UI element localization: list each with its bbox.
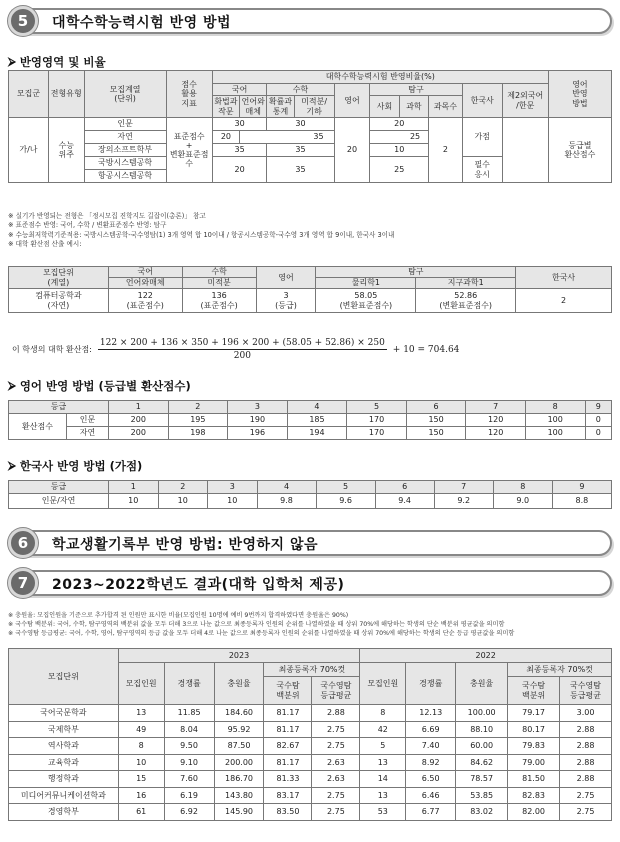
- table-cell: 2.75: [560, 787, 612, 804]
- table-cell: 60.00: [456, 738, 508, 755]
- table-cell: 7.60: [164, 771, 214, 788]
- table-cell: 2.75: [312, 721, 360, 738]
- table-cell: 2.75: [312, 738, 360, 755]
- table-cell: 79.17: [508, 705, 560, 722]
- table-cell: 16: [118, 787, 164, 804]
- table-cell: 9.6: [316, 494, 375, 509]
- table-cell: 11.85: [164, 705, 214, 722]
- table-cell: 82.00: [508, 804, 560, 821]
- subheading-english: [8, 378, 191, 394]
- notes-block-2: [8, 611, 514, 638]
- row-name: 자연: [67, 427, 109, 440]
- section-7-header: [8, 568, 612, 598]
- table-cell: 194: [287, 427, 347, 440]
- header-korean-sub1: 화법과 작문: [212, 96, 239, 118]
- table-cell: 10: [158, 494, 208, 509]
- table-cell: 53: [360, 804, 406, 821]
- table-cell: 100: [525, 427, 585, 440]
- table-cell: 6.92: [164, 804, 214, 821]
- table-cell: 53.85: [456, 787, 508, 804]
- row-name: 인문/자연: [9, 494, 109, 509]
- header-english: 영어: [256, 267, 316, 289]
- formula-label: 이 학생의 대학 환산점:: [12, 345, 92, 354]
- table-cell: 10: [118, 754, 164, 771]
- table-cell: 198: [168, 427, 228, 440]
- cell-english: 3 (등급): [256, 289, 316, 313]
- table-cell: 2.63: [312, 771, 360, 788]
- table-cell: 10: [208, 494, 258, 509]
- formula-numerator: 122 × 200 + 136 × 350 + 196 × 200 + (58.05 + 52.86) × 250: [99, 338, 385, 348]
- table-cell: 13: [360, 787, 406, 804]
- cell-math: 35: [240, 131, 335, 144]
- table-row: [9, 804, 612, 821]
- cell-inquiry-1: 58.05 (변환표준점수): [316, 289, 416, 313]
- header-grade-num: 1: [109, 481, 159, 494]
- table-cell: 195: [168, 414, 228, 427]
- formula-result: + 10 = 704.64: [392, 344, 460, 355]
- cell-inquiry: 25: [370, 131, 429, 144]
- header-english: 영어: [334, 84, 370, 118]
- arrow-bullet-icon: ⮚: [8, 379, 16, 392]
- table-cell: 8: [118, 738, 164, 755]
- header-grade-num: 1: [109, 401, 169, 414]
- table-cell: 100.00: [456, 705, 508, 722]
- cell-eng-method: 등급별 환산점수: [548, 118, 611, 183]
- table-cell: 9.8: [257, 494, 316, 509]
- header-second-lang: 제2외국어 /한문: [502, 84, 548, 118]
- table-cell: 81.17: [264, 754, 312, 771]
- section-title: 학교생활기록부 반영 방법: 반영하지 않음: [52, 537, 319, 553]
- header-fill-rate: 충원율: [214, 663, 264, 705]
- cell-unit: 교육학과: [9, 754, 119, 771]
- table-cell: 2.63: [312, 754, 360, 771]
- header-competition: 경쟁률: [164, 663, 214, 705]
- table-cell: 6.19: [164, 787, 214, 804]
- table-cell: 0: [585, 414, 612, 427]
- note-line: ※ 국수탐 백분위: 국어, 수학, 탐구영역의 백분위 값을 모두 더해 3으로 나눈 값으로 최종등록자 인원의 순위를 나열하였을 때 상위 70%에 해당하는 학생의 단순 백분위 평균값을 의미함: [8, 621, 505, 628]
- table-cell: 6.50: [406, 771, 456, 788]
- table-row: [9, 721, 612, 738]
- table-cell: 200: [109, 427, 169, 440]
- table-cell: 12.13: [406, 705, 456, 722]
- cell-unit: 역사학과: [9, 738, 119, 755]
- notes-block-1: [8, 212, 394, 250]
- table-cell: 2.88: [560, 771, 612, 788]
- table-cell: 13: [118, 705, 164, 722]
- note-line: ※ 수능최저학력기준적용: 국방시스템공학-국수영탐(1) 3개 영역 합 10이내 / 항공시스템공학-국수영 3개 영역 합 9이내, 한국사 3이내: [8, 230, 395, 239]
- arrow-bullet-icon: ⮚: [8, 459, 16, 472]
- header-grade-num: 8: [493, 481, 552, 494]
- header-grade-average: 국수영탐 등급평균: [560, 677, 612, 705]
- table-cell: 200: [109, 414, 169, 427]
- subheading-text: 영어 반영 방법 (등급별 환산점수): [19, 379, 191, 393]
- table-cell: 79.83: [508, 738, 560, 755]
- table-cell: 49: [118, 721, 164, 738]
- header-korean: 국어: [212, 84, 267, 96]
- table-row: [9, 705, 612, 722]
- header-grade-num: 7: [434, 481, 493, 494]
- header-grade-num: 6: [375, 481, 434, 494]
- table-cell: 2.75: [312, 804, 360, 821]
- header-ratio: 대학수학능력시험 반영비율(%): [212, 71, 548, 84]
- table-cell: 13: [360, 754, 406, 771]
- cell-history-b: 필수 응시: [462, 157, 502, 183]
- table-cell: 190: [228, 414, 288, 427]
- table-cell: 84.62: [456, 754, 508, 771]
- header-grade-num: 5: [347, 401, 407, 414]
- score-formula: [12, 338, 459, 361]
- table-cell: 2.75: [312, 787, 360, 804]
- subheading-area-ratio: [8, 54, 106, 70]
- table-cell: 14: [360, 771, 406, 788]
- table-cell: 120: [466, 414, 526, 427]
- header-unit: 모집단위: [9, 649, 119, 705]
- table-cell: 10: [109, 494, 159, 509]
- header-grade: 등급: [9, 401, 109, 414]
- history-grade-table: [8, 480, 612, 509]
- table-cell: 0: [585, 427, 612, 440]
- table-row: [9, 787, 612, 804]
- table-cell: 184.60: [214, 705, 264, 722]
- table-cell: 78.57: [456, 771, 508, 788]
- cell-korean: 30: [212, 118, 267, 131]
- table-row: [9, 738, 612, 755]
- cell-history-a: 가점: [462, 118, 502, 157]
- header-recruit: 모집인원: [118, 663, 164, 705]
- header-final-70: 최종등록자 70%컷: [264, 663, 360, 677]
- subheader-inquiry-2: 지구과학1: [416, 278, 516, 289]
- header-grade-num: 3: [208, 481, 258, 494]
- note-line: ※ 국수영탐 등급평균: 국어, 수학, 영어, 탐구영역의 등급 값을 모두 더해 4로 나눈 값으로 최종등록자 인원의 순위를 나열하였을 때 상위 70%에 해당하는 학생의 단순 등급 평균값을 의미함: [8, 630, 515, 637]
- cell-inquiry: 25: [370, 157, 429, 183]
- table-cell: 8.8: [552, 494, 611, 509]
- section-6-header: [8, 528, 612, 558]
- header-math-sub1: 확률과 통계: [267, 96, 294, 118]
- table-cell: 83.02: [456, 804, 508, 821]
- header-fill-rate: 충원율: [456, 663, 508, 705]
- table-cell: 79.00: [508, 754, 560, 771]
- header-year-2022: 2022: [360, 649, 612, 663]
- table-cell: 88.10: [456, 721, 508, 738]
- header-recruit: 모집인원: [360, 663, 406, 705]
- header-grade-num: 2: [158, 481, 208, 494]
- table-cell: 82.67: [264, 738, 312, 755]
- cell-dept: 인문: [84, 118, 166, 131]
- header-grade-num: 4: [287, 401, 347, 414]
- header-grade-num: 9: [585, 401, 612, 414]
- cell-inquiry-count: 2: [429, 118, 463, 183]
- header-inquiry: 탐구: [316, 267, 516, 278]
- table-cell: 81.33: [264, 771, 312, 788]
- table-cell: 83.17: [264, 787, 312, 804]
- header-percentile: 국수탐 백분위: [508, 677, 560, 705]
- table-cell: 2.88: [312, 705, 360, 722]
- header-grade-num: 8: [525, 401, 585, 414]
- table-cell: 87.50: [214, 738, 264, 755]
- note-line: ※ 표준점수 반영: 국어, 수학 / 변환표준점수 반영: 탐구: [8, 221, 167, 230]
- cell-unit: 국어국문학과: [9, 705, 119, 722]
- header-grade-num: 9: [552, 481, 611, 494]
- cell-math: 35: [267, 157, 334, 183]
- table-cell: 6.69: [406, 721, 456, 738]
- cell-inquiry-2: 52.86 (변환표준점수): [416, 289, 516, 313]
- header-grade-num: 4: [257, 481, 316, 494]
- formula-denominator: 200: [233, 351, 251, 361]
- header-grade-num: 5: [316, 481, 375, 494]
- cell-history: 2: [516, 289, 612, 313]
- cell-inquiry: 20: [370, 118, 429, 131]
- header-score-index: 점수 활용 지표: [166, 71, 212, 118]
- cell-index: 표준점수 + 변환표준점수: [166, 118, 212, 183]
- table-cell: 9.2: [434, 494, 493, 509]
- subheader-korean: 언어와매체: [108, 278, 182, 289]
- cell-korean: 122 (표준점수): [108, 289, 182, 313]
- note-line: ※ 실기가 반영되는 전형은 「정시모집 진학지도 길잡이(총론)」 참고: [8, 212, 206, 220]
- cell-dept: 항공시스템공학: [84, 170, 166, 183]
- header-year-2023: 2023: [118, 649, 360, 663]
- header-inquiry-count: 과목수: [429, 96, 463, 118]
- table-cell: 5: [360, 738, 406, 755]
- table-cell: 8.92: [406, 754, 456, 771]
- cell-dept: 국방시스템공학: [84, 157, 166, 170]
- header-unit: 모집단위 (계열): [9, 267, 109, 289]
- header-english-method: 영어 반영 방법: [548, 71, 611, 118]
- table-cell: 6.77: [406, 804, 456, 821]
- header-final-70: 최종등록자 70%컷: [508, 663, 612, 677]
- cell-unit: 경영학부: [9, 804, 119, 821]
- section-number-badge: 7: [8, 568, 38, 598]
- table-cell: 81.50: [508, 771, 560, 788]
- header-recruit-group: 모집군: [9, 71, 49, 118]
- subheader-inquiry-1: 물리학1: [316, 278, 416, 289]
- header-department: 모집계열 (단위): [84, 71, 166, 118]
- section-number-badge: 6: [8, 528, 38, 558]
- results-body: [9, 705, 612, 821]
- table-cell: 9.50: [164, 738, 214, 755]
- table-cell: 81.17: [264, 721, 312, 738]
- table-cell: 196: [228, 427, 288, 440]
- table-cell: 8: [360, 705, 406, 722]
- cell-inquiry: 10: [370, 144, 429, 157]
- cell-korean: 20: [212, 157, 267, 183]
- subheader-math: 미적분: [182, 278, 256, 289]
- header-math: 수학: [182, 267, 256, 278]
- section-number-badge: 5: [8, 6, 38, 36]
- header-math: 수학: [267, 84, 334, 96]
- table-cell: 150: [406, 427, 466, 440]
- table-cell: 61: [118, 804, 164, 821]
- table-cell: 200.00: [214, 754, 264, 771]
- table-cell: 9.0: [493, 494, 552, 509]
- table-cell: 120: [466, 427, 526, 440]
- table-cell: 2.88: [560, 721, 612, 738]
- row-name: 인문: [67, 414, 109, 427]
- table-cell: 186.70: [214, 771, 264, 788]
- header-history: 한국사: [516, 267, 612, 289]
- table-cell: 3.00: [560, 705, 612, 722]
- cell-english: 20: [334, 118, 370, 183]
- cell-second-lang: [502, 118, 548, 183]
- note-line: ※ 대학 환산점 산출 예시:: [8, 240, 82, 249]
- header-grade-num: 2: [168, 401, 228, 414]
- header-admission-type: 전형유형: [48, 71, 84, 118]
- cell-dept: 장의소프트학부: [84, 144, 166, 157]
- cell-unit: 국제학부: [9, 721, 119, 738]
- table-cell: 100: [525, 414, 585, 427]
- arrow-bullet-icon: ⮚: [8, 55, 16, 68]
- table-cell: 83.50: [264, 804, 312, 821]
- cell-math: 35: [267, 144, 334, 157]
- table-cell: 150: [406, 414, 466, 427]
- cell-math: 136 (표준점수): [182, 289, 256, 313]
- cell-group: 가/나: [9, 118, 49, 183]
- header-history: 한국사: [462, 84, 502, 118]
- cell-unit: 컴퓨터공학과 (자연): [9, 289, 109, 313]
- cell-type: 수능 위주: [48, 118, 84, 183]
- header-korean-sub2: 언어와 매체: [240, 96, 267, 118]
- table-cell: 9.4: [375, 494, 434, 509]
- table-cell: 2.88: [560, 754, 612, 771]
- table-cell: 80.17: [508, 721, 560, 738]
- table-cell: 9.10: [164, 754, 214, 771]
- header-grade-num: 6: [406, 401, 466, 414]
- formula-fraction: [98, 338, 387, 361]
- english-grade-table: [8, 400, 612, 440]
- table-cell: 6.46: [406, 787, 456, 804]
- section-title: 2023~2022학년도 결과(대학 입학처 제공): [52, 577, 345, 593]
- cell-korean: 35: [212, 144, 267, 157]
- header-percentile: 국수탐 백분위: [264, 677, 312, 705]
- table-cell: 143.80: [214, 787, 264, 804]
- subheading-history: [8, 458, 142, 474]
- header-inquiry: 탐구: [370, 84, 462, 96]
- header-inquiry-social: 사회: [370, 96, 399, 118]
- header-grade-average: 국수영탐 등급평균: [312, 677, 360, 705]
- table-cell: 15: [118, 771, 164, 788]
- results-table: [8, 648, 612, 821]
- table-cell: 145.90: [214, 804, 264, 821]
- row-label-converted: 환산점수: [9, 414, 67, 440]
- cell-unit: 미디어커뮤니케이션학과: [9, 787, 119, 804]
- header-inquiry-science: 과학: [399, 96, 428, 118]
- cell-dept: 자연: [84, 131, 166, 144]
- cell-korean: 20: [212, 131, 239, 144]
- table-cell: 8.04: [164, 721, 214, 738]
- section-5-header: [8, 6, 612, 36]
- header-grade: 등급: [9, 481, 109, 494]
- subheading-text: 한국사 반영 방법 (가점): [19, 459, 143, 473]
- table-row: [9, 754, 612, 771]
- table-cell: 170: [347, 427, 407, 440]
- table-cell: 42: [360, 721, 406, 738]
- table-cell: 185: [287, 414, 347, 427]
- example-table: [8, 266, 612, 313]
- header-grade-num: 3: [228, 401, 288, 414]
- header-grade-num: 7: [466, 401, 526, 414]
- note-line: ※ 충원율: 모집인원을 기준으로 추가합격 된 인원만 표시한 비율(모집인원 10명에 예비 9번까지 합격하였다면 충원율은 90%): [8, 612, 349, 619]
- table-cell: 170: [347, 414, 407, 427]
- table-row: [9, 771, 612, 788]
- table-cell: 2.88: [560, 738, 612, 755]
- table-cell: 7.40: [406, 738, 456, 755]
- cell-math: 30: [267, 118, 334, 131]
- table-cell: 82.83: [508, 787, 560, 804]
- table-cell: 2.75: [560, 804, 612, 821]
- header-competition: 경쟁률: [406, 663, 456, 705]
- table-cell: 95.92: [214, 721, 264, 738]
- ratio-table: [8, 70, 612, 183]
- header-math-sub2: 미적분/ 기하: [294, 96, 334, 118]
- header-korean: 국어: [108, 267, 182, 278]
- cell-unit: 행정학과: [9, 771, 119, 788]
- table-cell: 81.17: [264, 705, 312, 722]
- section-title: 대학수학능력시험 반영 방법: [52, 15, 232, 31]
- subheading-text: 반영영역 및 비율: [19, 55, 106, 69]
